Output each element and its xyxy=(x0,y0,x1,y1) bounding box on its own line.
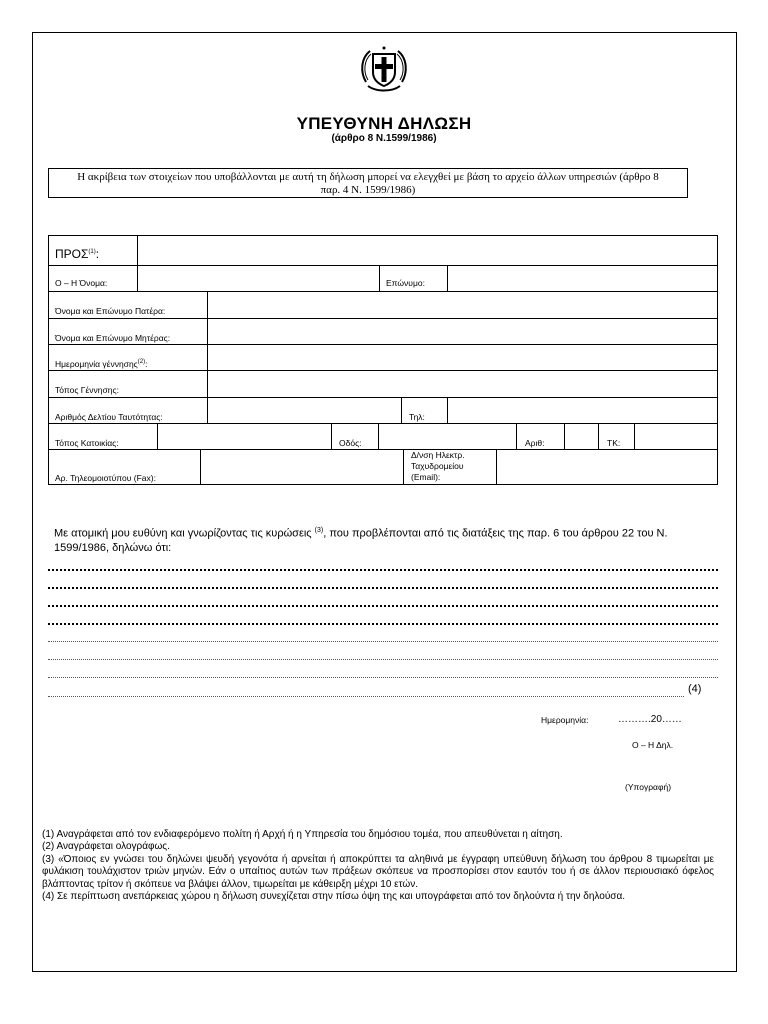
residence-field[interactable] xyxy=(158,424,331,449)
cell-divider xyxy=(379,265,380,291)
footnote-1: (1) Αναγράφεται από τον ενδιαφερόμενο πολίτη ή Αρχή ή η Υπηρεσία του δημόσιου τομέα, που απευθύνεται η αίτηση. xyxy=(42,829,563,840)
declaration-line[interactable] xyxy=(48,569,718,571)
phone-field[interactable] xyxy=(448,398,718,423)
cell-divider xyxy=(516,423,517,449)
declaration-line[interactable] xyxy=(48,696,684,697)
street-field[interactable] xyxy=(379,424,516,449)
declaration-line[interactable] xyxy=(48,677,718,678)
id-number-field[interactable] xyxy=(208,398,401,423)
fax-label: Αρ. Τηλεομοιοτύπου (Fax): xyxy=(55,473,156,483)
first-name-label: Ο – Η Όνομα: xyxy=(55,278,108,288)
footnote-4: (4) Σε περίπτωση ανεπάρκειας χώρου η δήλωση συνεχίζεται στην πίσω όψη της και υπογράφεται από τον δηλούντα ή την δηλούσα. xyxy=(42,891,626,903)
birthdate-label: Ημερομηνία γέννησης$^{(2)}$: xyxy=(55,359,148,369)
email-label-line-2: Ταχυδρομείου xyxy=(411,461,464,471)
footnotes xyxy=(42,829,714,903)
cell-divider xyxy=(331,423,332,449)
id-number-label: Αριθμός Δελτίου Ταυτότητας: xyxy=(55,412,163,422)
notice-line-1: Η ακρίβεια των στοιχείων που υποβάλλονται με αυτή τη δήλωση μπορεί να ελεγχθεί με βάση το αρχείο άλλων υπηρεσιών (άρθρο 8 xyxy=(77,171,659,183)
continuation-marker: (4) xyxy=(688,683,702,695)
declaration-line[interactable] xyxy=(48,587,718,589)
declaration-line[interactable] xyxy=(48,605,718,607)
birthdate-field[interactable] xyxy=(208,345,718,370)
footnote-2: (2) Αναγράφεται ολογράφως. xyxy=(42,841,170,853)
birthplace-field[interactable] xyxy=(208,371,718,397)
email-label-line-1: Δ/νση Ηλεκτρ. xyxy=(411,450,465,460)
notice-line-2: παρ. 4 Ν. 1599/1986) xyxy=(320,184,416,196)
declaration-statement: Με ατομική μου ευθύνη και γνωρίζοντας τις κυρώσεις $^{(3)}$, που προβλέπονται από τις διατάξεις της παρ. 6 του άρθρου 22 του Ν. 1599/1986, δηλώνω ότι: xyxy=(54,527,668,554)
verification-notice-box xyxy=(48,168,688,198)
mother-name-field[interactable] xyxy=(208,319,718,344)
page-title: ΥΠΕΥΘΥΝΗ ΔΗΛΩΣΗ xyxy=(296,114,472,133)
postcode-label: ΤΚ: xyxy=(607,438,621,448)
personal-details-form xyxy=(48,235,718,485)
date-field[interactable]: ……….20…… xyxy=(618,714,682,725)
first-name-field[interactable] xyxy=(138,266,379,291)
declaration-line[interactable] xyxy=(48,659,718,660)
fax-field[interactable] xyxy=(201,450,403,484)
cell-divider xyxy=(401,397,402,423)
email-field[interactable] xyxy=(497,450,718,484)
street-label: Οδός: xyxy=(339,438,362,448)
declaration-line[interactable] xyxy=(48,623,718,625)
email-label-line-3: (Email): xyxy=(411,472,441,482)
phone-label: Τηλ: xyxy=(409,412,425,422)
signature-label: (Υπογραφή) xyxy=(625,782,672,792)
date-label: Ημερομηνία: xyxy=(541,715,589,725)
to-label: ΠΡΟΣ$^{(1)}$: xyxy=(55,247,100,261)
postcode-field[interactable] xyxy=(635,424,718,449)
surname-label: Επώνυμο: xyxy=(386,278,425,288)
cell-divider xyxy=(403,449,404,485)
greek-coat-of-arms-emblem xyxy=(356,42,412,98)
declaration-line[interactable] xyxy=(48,641,718,642)
declarant-label: Ο – Η Δηλ. xyxy=(632,740,674,750)
number-field[interactable] xyxy=(565,424,598,449)
father-name-field[interactable] xyxy=(208,292,718,318)
number-label: Αριθ: xyxy=(525,438,545,448)
surname-field[interactable] xyxy=(448,266,718,291)
birthplace-label: Τόπος Γέννησης: xyxy=(55,385,119,395)
footnote-3: (3) «Όποιος εν γνώσει του δηλώνει ψευδή γεγονότα ή αρνείται ή αποκρύπτει τα αληθινά με έγγραφη υπεύθυνη δήλωση του άρθρου 8 τιμωρείται με φυλάκιση τουλάχιστον τριών μηνών. Εάν ο υπαίτιος αυτών των πράξεων σκόπευε να προσπορίσει στον εαυτόν του ή σε άλλον περιουσιακό όφελος βλάπτοντας τρίτον ή σκόπευε να βλάψει άλλον, τιμωρείται με κάθειρξη μέχρι 10 ετών. xyxy=(42,853,714,890)
to-field[interactable] xyxy=(138,236,718,265)
mother-name-label: Όνομα και Επώνυμο Μητέρας: xyxy=(55,333,171,343)
cell-divider xyxy=(598,423,599,449)
page-subtitle: (άρθρο 8 Ν.1599/1986) xyxy=(331,133,437,144)
residence-label: Τόπος Κατοικίας: xyxy=(55,438,119,448)
father-name-label: Όνομα και Επώνυμο Πατέρα: xyxy=(55,306,166,316)
